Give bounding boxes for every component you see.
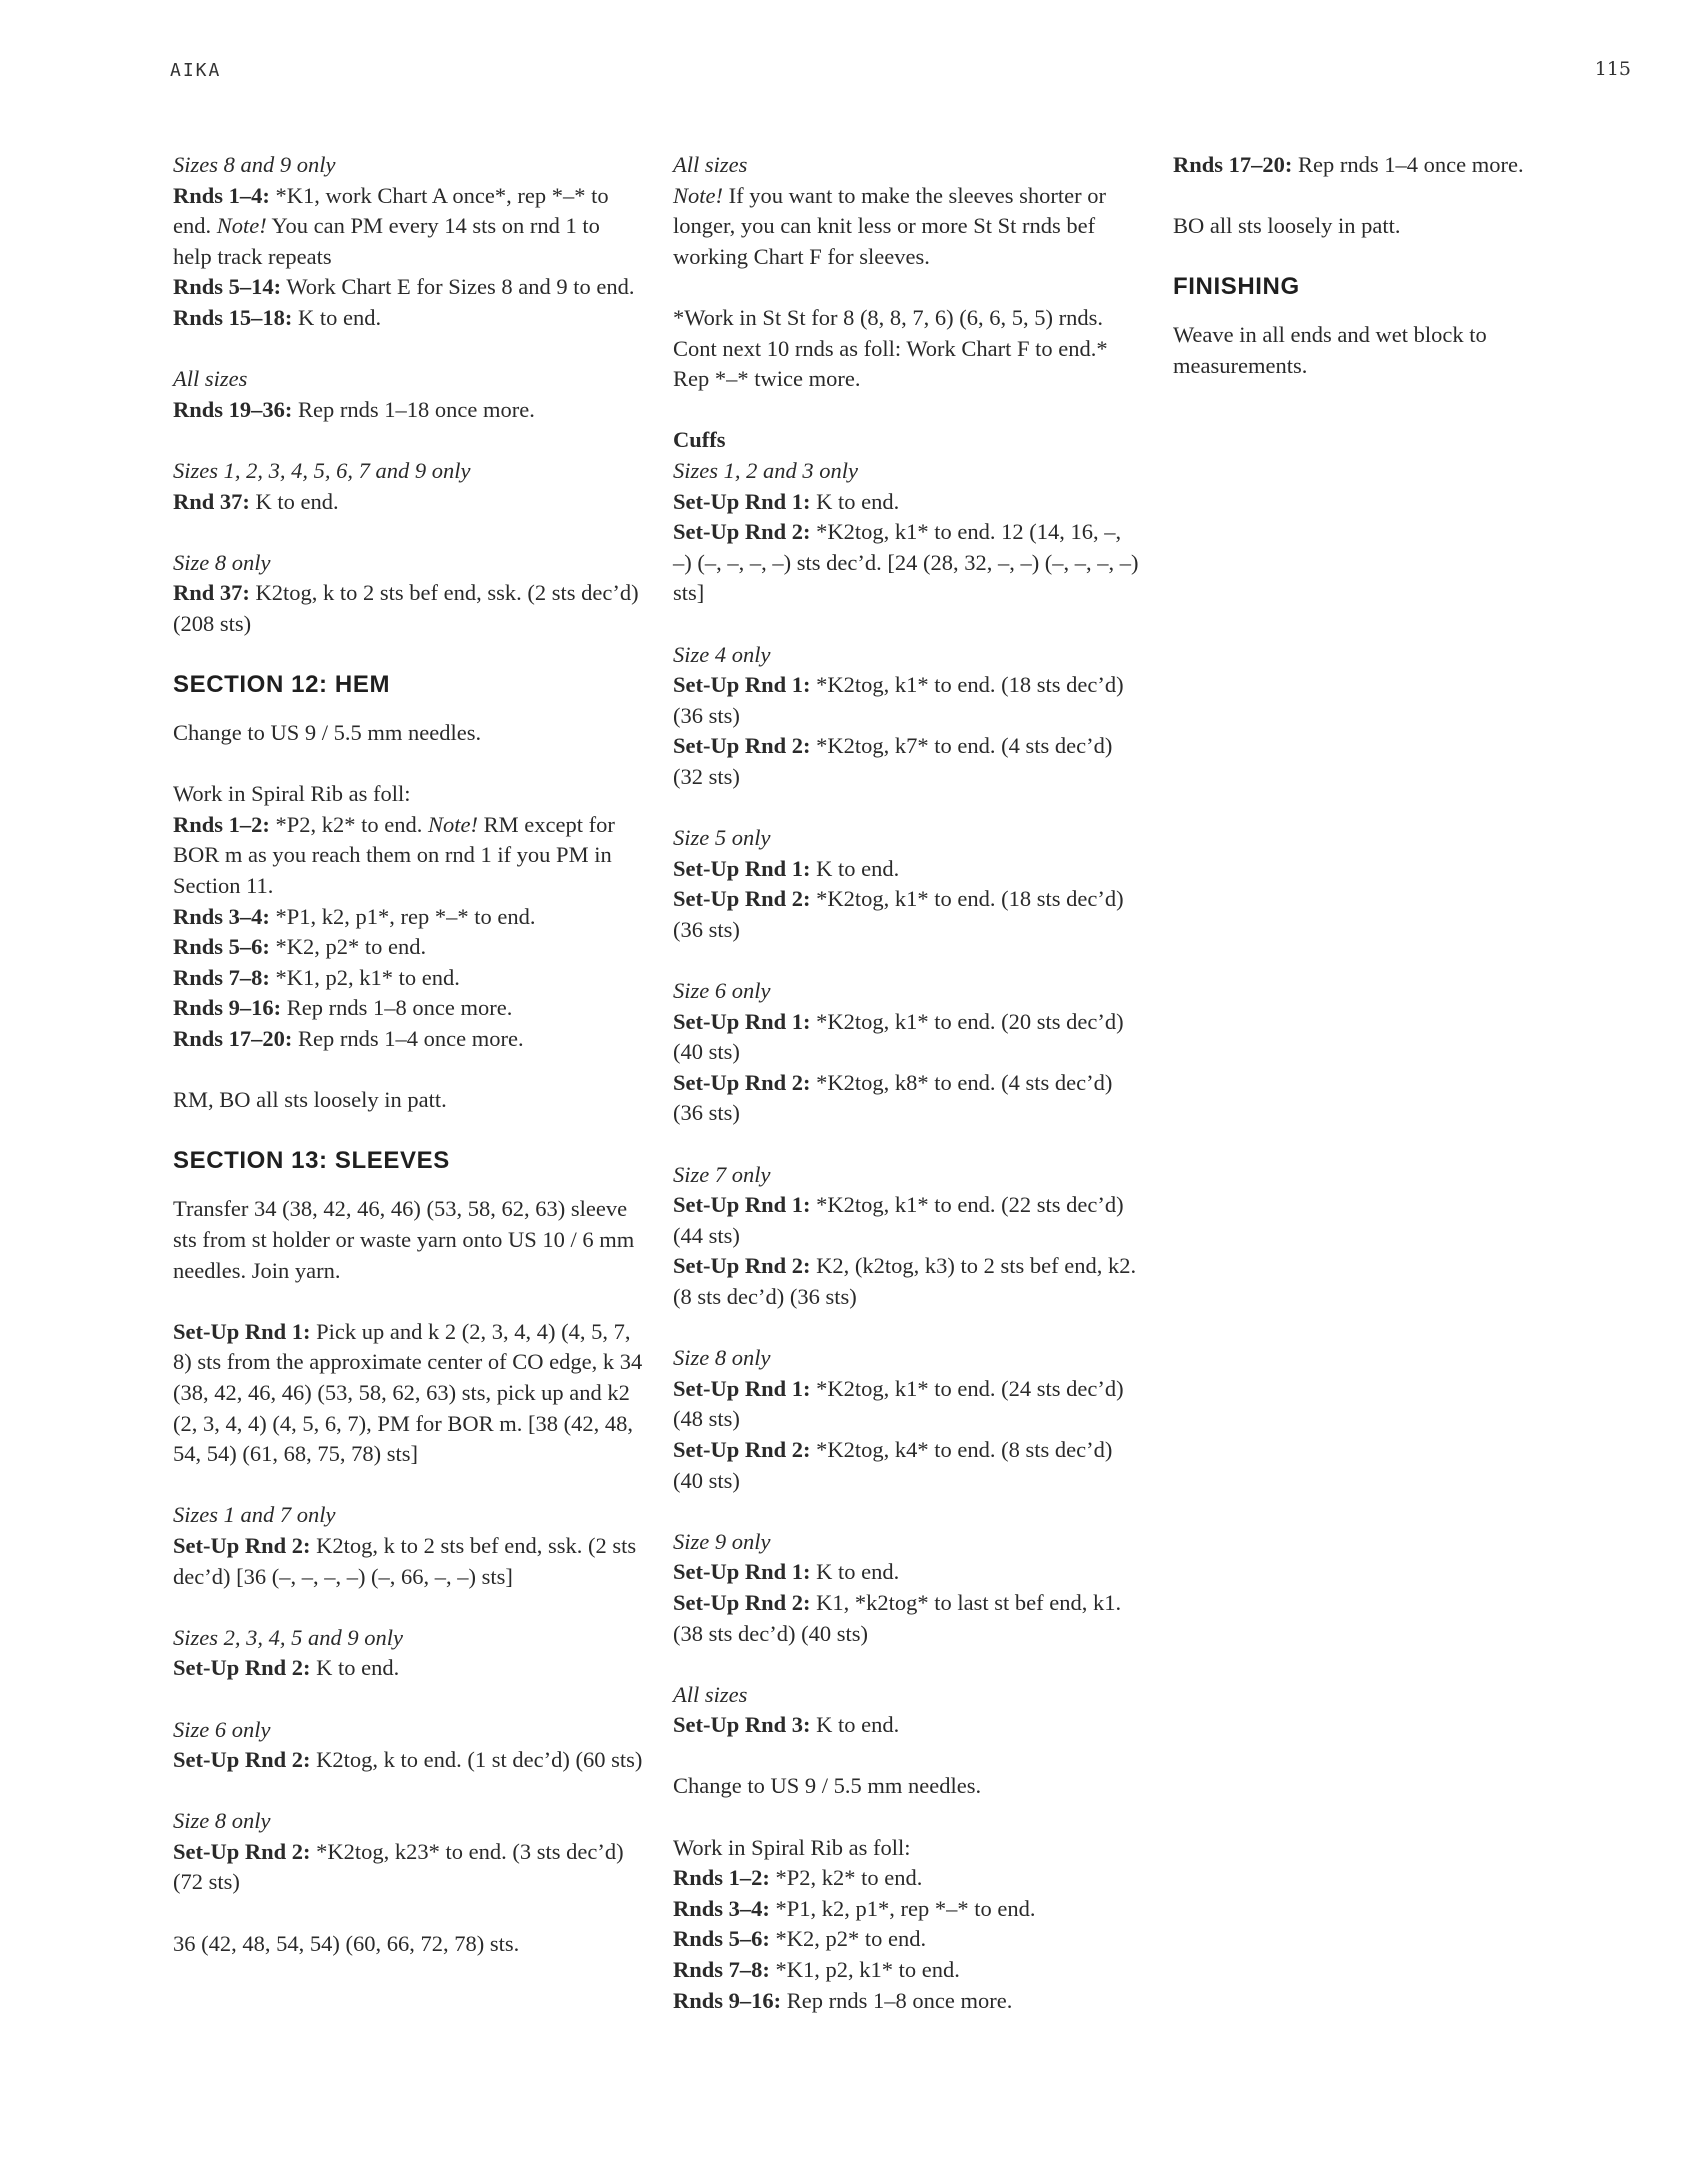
instruction-line: [673, 1710, 1143, 1741]
size-heading: All sizes: [673, 1681, 748, 1707]
instruction-line: [673, 1374, 1143, 1435]
sizes-8-9-block: [173, 150, 643, 334]
cuffs-heading: Cuffs: [673, 427, 726, 453]
instruction-line: [673, 1557, 1143, 1588]
instruction-line: [673, 854, 1143, 885]
instruction-line: [673, 1588, 1143, 1649]
size-heading: Size 6 only: [173, 1716, 271, 1742]
instruction-line: [173, 1024, 643, 1055]
column-2: [673, 150, 1143, 2047]
size-8-sleeve-block: [173, 1806, 643, 1898]
cuffs-sizes-1-3-block: [673, 425, 1143, 609]
instruction-text: *K2tog, k1* to end. (24 sts dec’d) (48 sts): [673, 1375, 1124, 1432]
round-label: Set-Up Rnd 1:: [673, 1375, 811, 1401]
instruction-text: Work Chart E for Sizes 8 and 9 to end.: [281, 274, 635, 300]
instruction-line: [173, 487, 643, 518]
instruction-text: K to end.: [292, 304, 382, 330]
instruction-text: *P2, k2* to end.: [769, 1865, 923, 1891]
instruction-line: Cont next 10 rnds as foll: Work Chart F to end.*: [673, 335, 1108, 361]
size-9-block: [673, 1527, 1143, 1649]
size-heading: Size 5 only: [673, 825, 771, 851]
instruction-text: *K2tog, k1* to end. (18 sts dec’d) (36 sts): [673, 672, 1124, 728]
instruction-line: [673, 1924, 1143, 1955]
paragraph: Change to US 9 / 5.5 mm needles.: [173, 720, 482, 746]
stockinette-block: [673, 303, 1143, 395]
instruction-text: *P2, k2* to end.: [269, 811, 429, 837]
instruction-line: [173, 578, 643, 639]
instruction-line: [673, 1435, 1143, 1496]
instruction-text: *K2tog, k1* to end. (18 sts dec’d) (36 sts): [673, 886, 1124, 942]
instruction-line: [673, 1190, 1143, 1251]
size-heading: Sizes 1, 2 and 3 only: [673, 457, 858, 483]
instruction-text: Rep rnds 1–4 once more.: [292, 1026, 524, 1052]
round-label: Set-Up Rnd 2:: [673, 1589, 811, 1615]
instruction-line: [173, 1531, 643, 1592]
size-heading: Size 8 only: [673, 1345, 771, 1371]
instruction-line: [673, 1955, 1143, 1986]
instruction-line: [173, 272, 643, 303]
round-label: Rnds 17–20:: [173, 1026, 293, 1052]
instruction-text: K to end.: [310, 1655, 400, 1681]
instruction-text: *K2tog, k4* to end. (8 sts dec’d) (40 sts): [673, 1436, 1113, 1493]
instruction-text: K2tog, k to end. (1 st dec’d) (60 sts): [310, 1747, 643, 1773]
size-heading: All sizes: [173, 366, 248, 392]
intro-line: Work in Spiral Rib as foll:: [673, 1834, 911, 1860]
size-heading: Sizes 1 and 7 only: [173, 1502, 336, 1528]
round-label: Set-Up Rnd 1:: [673, 1559, 811, 1585]
instruction-text: *K2tog, k7* to end. (4 sts dec’d) (32 sts): [673, 733, 1113, 789]
note-text: RM except for BOR m as you reach them on rnd 1 if you PM in Section 11.: [173, 811, 615, 899]
round-label: Rnds 7–8:: [173, 964, 270, 990]
instruction-line: Rep *–* twice more.: [673, 366, 861, 392]
instruction-text: *K2, p2* to end.: [269, 934, 427, 960]
instruction-text: *K1, p2, k1* to end.: [269, 964, 460, 990]
round-label: Rnd 37:: [173, 488, 250, 514]
paragraph: Transfer 34 (38, 42, 46, 46) (53, 58, 62, 63) sleeve sts from st holder or waste yarn onto US 10 / 6 mm needles. Join yarn.: [173, 1196, 635, 1283]
sizes-1-7-block: [173, 1500, 643, 1592]
round-label: Set-Up Rnd 2:: [173, 1838, 311, 1864]
round-label: Rnds 17–20:: [1173, 152, 1293, 177]
round-label: Rnds 1–2:: [673, 1865, 770, 1891]
round-label: Rnd 37:: [173, 580, 250, 606]
instruction-line: [673, 1863, 1143, 1894]
instruction-line: [173, 1653, 643, 1684]
instruction-text: *P1, k2, p1*, rep *–* to end.: [769, 1895, 1036, 1921]
round-label: Rnds 5–6:: [173, 934, 270, 960]
round-label: Set-Up Rnd 2:: [673, 519, 811, 545]
instruction-line: [173, 810, 643, 902]
section-12-heading: SECTION 12: HEM: [173, 671, 391, 699]
instruction-text: Pick up and k 2 (2, 3, 4, 4) (4, 5, 7, 8) sts from the approximate center of CO edge, k 34 (38, 42, 46, 46) (53, 58, 62, 63) sts, pick up and k2 (2, 3, 4, 4) (4, 5, 6, 7), PM for BOR m. [38 (42, 48, 54, 54) (61, 68, 75, 78) sts]: [173, 1318, 643, 1467]
paragraph: Change to US 9 / 5.5 mm needles.: [673, 1773, 982, 1799]
round-label: Set-Up Rnd 1:: [673, 1008, 811, 1034]
round-label: Rnds 3–4:: [673, 1895, 770, 1921]
instruction-text: *K1, p2, k1* to end.: [769, 1957, 960, 1983]
instruction-text: *K2tog, k8* to end. (4 sts dec’d) (36 sts): [673, 1069, 1113, 1126]
round-label: Set-Up Rnd 1:: [673, 488, 811, 514]
instruction-line: [673, 884, 1143, 945]
instruction-line: [173, 1837, 643, 1898]
size-heading: Sizes 1, 2, 3, 4, 5, 6, 7 and 9 only: [173, 457, 471, 483]
sizes-2-9-block: [173, 1623, 643, 1684]
round-label: Set-Up Rnd 2:: [673, 1253, 811, 1279]
round-label: Set-Up Rnd 2:: [673, 1069, 811, 1095]
note-text: You can PM every 14 sts on rnd 1 to help track repeats: [173, 213, 600, 269]
instruction-text: *K2, p2* to end.: [769, 1926, 927, 1952]
size-8-block: [673, 1343, 1143, 1496]
size-heading: Sizes 8 and 9 only: [173, 152, 336, 177]
page-number: 115: [1594, 58, 1631, 80]
column-3: [1173, 150, 1573, 412]
instruction-line: [673, 1007, 1143, 1068]
final-rounds-block: [1173, 150, 1573, 181]
round-label: Set-Up Rnd 2:: [673, 1436, 811, 1462]
instruction-line: [173, 963, 643, 994]
instruction-text: *K2tog, k1* to end. (22 sts dec’d) (44 sts): [673, 1192, 1124, 1248]
round-label: Set-Up Rnd 2:: [673, 733, 811, 759]
instruction-line: *Work in St St for 8 (8, 8, 7, 6) (6, 6, 5, 5) rnds.: [673, 304, 1104, 330]
all-sizes-block: [173, 364, 643, 425]
round-label: Rnds 7–8:: [673, 1957, 770, 1983]
instruction-line: [173, 395, 643, 426]
size-heading: Size 4 only: [673, 641, 771, 667]
instruction-text: K1, *k2tog* to last st bef end, k1. (38 sts dec’d) (40 sts): [673, 1589, 1122, 1646]
round-label: Rnds 1–4:: [173, 182, 270, 208]
instruction-text: *K1, work Chart A once*, rep *–* to end.: [173, 182, 609, 239]
setup-round-1-block: [173, 1317, 643, 1470]
size-heading: Size 8 only: [173, 1808, 271, 1834]
instruction-text: K to end.: [810, 488, 900, 514]
size-heading: Size 7 only: [673, 1161, 771, 1187]
paragraph: Weave in all ends and wet block to measurements.: [1173, 322, 1487, 378]
instruction-text: Rep rnds 1–18 once more.: [292, 396, 535, 422]
round-label: Rnds 3–4:: [173, 903, 270, 929]
size-5-block: [673, 823, 1143, 945]
size-heading: All sizes: [673, 152, 748, 177]
instruction-line: [173, 181, 643, 273]
instruction-line: [173, 303, 643, 334]
instruction-line: [673, 1894, 1143, 1925]
size-6-block: [173, 1715, 643, 1776]
size-heading: Size 6 only: [673, 978, 771, 1004]
round-label: Set-Up Rnd 2:: [173, 1532, 311, 1558]
round-label: Set-Up Rnd 2:: [673, 886, 811, 912]
note-text: If you want to make the sleeves shorter or longer, you can knit less or more St St rnds bef working Chart F for sleeves.: [673, 182, 1107, 269]
instruction-line: [673, 517, 1143, 609]
round-label: Rnds 19–36:: [173, 396, 293, 422]
instruction-text: *P1, k2, p1*, rep *–* to end.: [269, 903, 536, 929]
hem-spiral-rib-block: [173, 779, 643, 1054]
round-label: Set-Up Rnd 1:: [673, 672, 811, 698]
note-label: Note!: [673, 182, 723, 208]
instruction-text: K2tog, k to 2 sts bef end, ssk. (2 sts dec’d) [36 (–, –, –, –) (–, 66, –, –) sts]: [173, 1532, 637, 1589]
round-label: Set-Up Rnd 1:: [673, 1192, 811, 1218]
instruction-line: [673, 1986, 1143, 2017]
round-label: Set-Up Rnd 2:: [173, 1655, 311, 1681]
size-8-block: [173, 548, 643, 640]
instruction-text: *K2tog, k1* to end. 12 (14, 16, –, –) (–, –, –, –) sts dec’d. [24 (28, 32, –, –) (–, –, –, –) sts]: [673, 519, 1139, 606]
round-label: Rnds 15–18:: [173, 304, 293, 330]
intro-line: Work in Spiral Rib as foll:: [173, 781, 411, 807]
instruction-text: *K2tog, k1* to end. (20 sts dec’d) (40 sts): [673, 1008, 1124, 1065]
instruction-line: [673, 1068, 1143, 1129]
instruction-line: [173, 1317, 643, 1470]
instruction-line: [673, 1251, 1143, 1312]
instruction-text: Rep rnds 1–8 once more.: [781, 1987, 1013, 2013]
instruction-text: K to end.: [249, 488, 339, 514]
size-6-block: [673, 976, 1143, 1129]
all-sizes-note-block: [673, 150, 1143, 272]
size-4-block: [673, 640, 1143, 793]
round-label: Rnds 1–2:: [173, 811, 270, 837]
instruction-text: K to end.: [810, 1559, 900, 1585]
instruction-text: Rep rnds 1–8 once more.: [281, 995, 513, 1021]
section-13-heading: SECTION 13: SLEEVES: [173, 1147, 450, 1175]
paragraph: 36 (42, 48, 54, 54) (60, 66, 72, 78) sts.: [173, 1930, 520, 1956]
all-sizes-setup-3-block: [673, 1680, 1143, 1741]
instruction-line: [173, 902, 643, 933]
instruction-line: [173, 932, 643, 963]
note-label: Note!: [216, 213, 267, 239]
instruction-text: K to end.: [810, 1712, 900, 1738]
paragraph: RM, BO all sts loosely in patt.: [173, 1087, 447, 1113]
round-label: Rnds 9–16:: [173, 995, 282, 1021]
instruction-text: Rep rnds 1–4 once more.: [1292, 152, 1524, 177]
instruction-line: [673, 670, 1143, 731]
cuff-spiral-rib-block: [673, 1833, 1143, 2017]
instruction-line: [1173, 150, 1573, 181]
instruction-text: K2tog, k to 2 sts bef end, ssk. (2 sts dec’d) (208 sts): [173, 580, 639, 636]
column-1: [173, 150, 643, 1990]
instruction-text: K2, (k2tog, k3) to 2 sts bef end, k2. (8 sts dec’d) (36 sts): [673, 1253, 1137, 1309]
round-label: Set-Up Rnd 3:: [673, 1712, 811, 1738]
round-label: Set-Up Rnd 1:: [173, 1318, 311, 1344]
note-line: [673, 181, 1143, 273]
size-7-block: [673, 1160, 1143, 1313]
instruction-line: [173, 1745, 643, 1776]
round-label: Rnds 5–6:: [673, 1926, 770, 1952]
instruction-line: [673, 731, 1143, 792]
running-title: AIKA: [170, 60, 222, 81]
instruction-text: *K2tog, k23* to end. (3 sts dec’d) (72 sts): [173, 1838, 624, 1895]
sizes-1-7-9-block: [173, 456, 643, 517]
finishing-heading: FINISHING: [1173, 273, 1300, 301]
round-label: Rnds 5–14:: [173, 274, 282, 300]
instruction-text: K to end.: [810, 855, 900, 881]
paragraph: BO all sts loosely in patt.: [1173, 213, 1401, 239]
note-label: Note!: [428, 811, 479, 837]
size-heading: Size 8 only: [173, 549, 271, 575]
size-heading: Sizes 2, 3, 4, 5 and 9 only: [173, 1624, 403, 1650]
round-label: Set-Up Rnd 2:: [173, 1747, 311, 1773]
size-heading: Size 9 only: [673, 1528, 771, 1554]
instruction-line: [173, 993, 643, 1024]
round-label: Rnds 9–16:: [673, 1987, 782, 2013]
instruction-line: [673, 487, 1143, 518]
round-label: Set-Up Rnd 1:: [673, 855, 811, 881]
